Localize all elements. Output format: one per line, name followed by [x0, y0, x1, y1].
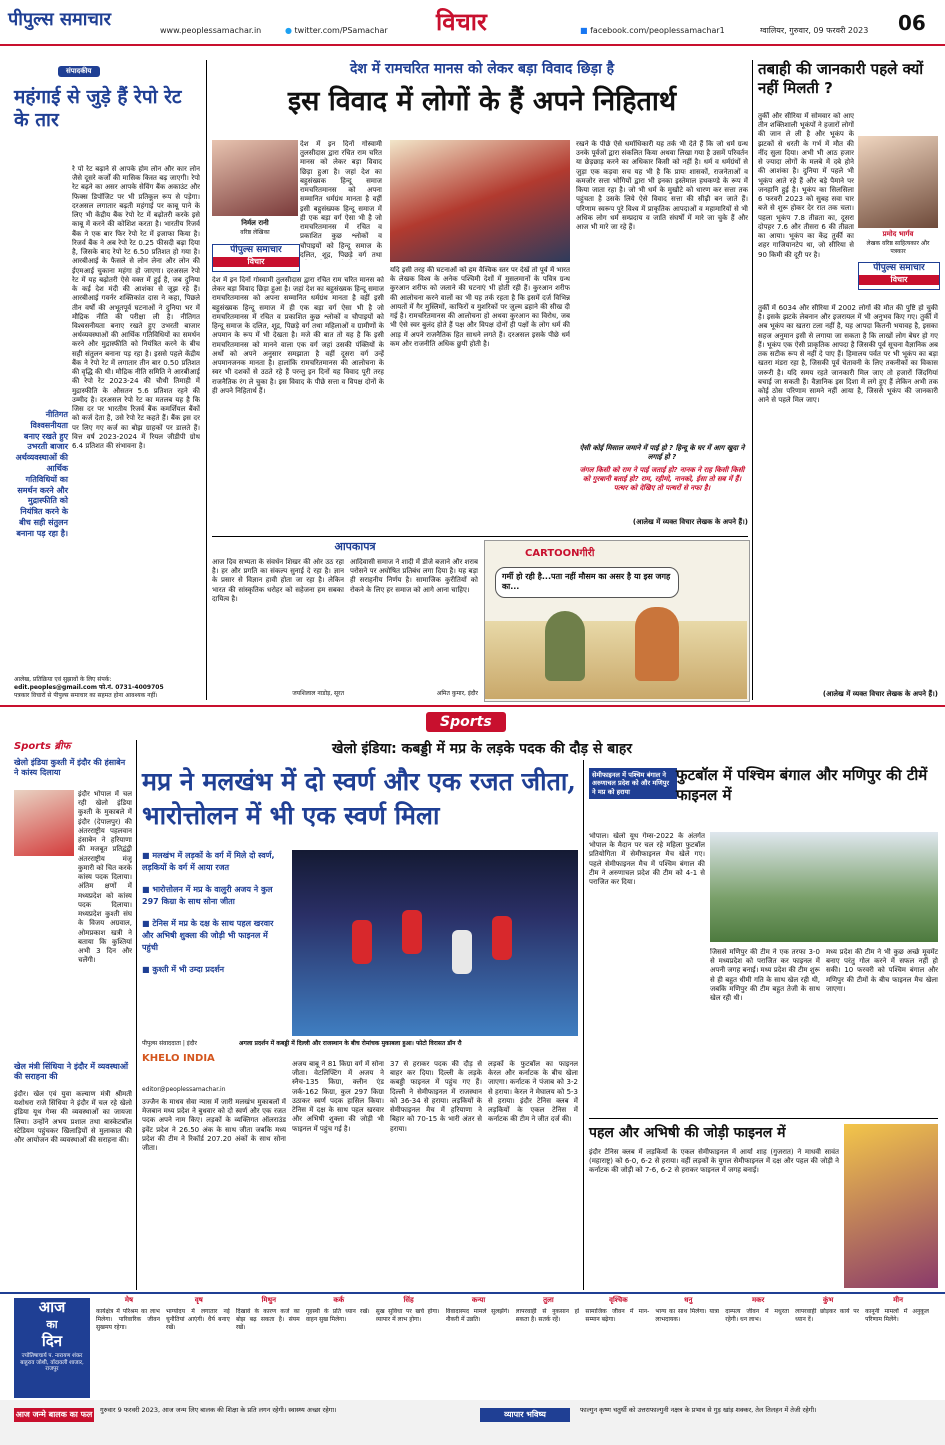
zodiac-sign-name: कर्क	[333, 1296, 345, 1304]
player-figure	[492, 916, 512, 960]
protest-photo	[390, 140, 570, 262]
tennis-body: इंदौर टेनिस क्लब में लड़कियों के एकल सेमीफाइनल में आर्या शाह (गुजरात) ने माधवी सावंत (महाराष्ट्र) को 6-0, 6-2 से हराया। वहीं लड़कों के युगल सेमीफाइनल में दक्ष और पहल की जोड़ी ने कर्नाटक की जोड़ी को 7-6, 6-2 से हराकर फाइनल में जगह बनाई।	[589, 1148, 839, 1175]
cartoon-figure-right	[635, 607, 679, 681]
sports-brief-tag: Sports ब्रीफ	[14, 741, 71, 752]
facebook-link[interactable]	[580, 26, 725, 36]
sports-bullet: ■ मलखंभ में लड़कों के वर्ग में मिले दो स्वर्ण, लड़कियों के वर्ग में आया रजत	[142, 851, 275, 872]
editorial-footer	[14, 676, 204, 699]
sports-headline: मप्र ने मलखंभ में दो स्वर्ण और एक रजत जीता, भारोत्तोलन में भी एक स्वर्ण मिला	[142, 767, 577, 830]
section-title: विचार	[436, 7, 487, 36]
editorial-headline: महंगाई से जुड़े हैं रेपो रेट के तार	[14, 86, 182, 131]
sports-bullet: ■ टेनिस में मप्र के दक्ष के साथ पहल खरवार और अभिषी शुक्ला की जोड़ी भी फाइनल में पहुंची	[142, 919, 274, 952]
section-divider	[212, 536, 748, 537]
zodiac-sign-name: मकर	[751, 1296, 765, 1304]
zodiac-sign-name: वृष	[194, 1296, 203, 1304]
lead-column-1-top: देश में इन दिनों गोस्वामी तुलसीदास द्वारा रचित राम चरित मानस को लेकर बड़ा विवाद छिड़ा हुआ है। जहां देश का बहुसंख्यक हिन्दू समाज रामचरितमानस को अपना सम्मानित धर्मग्रंथ मानता है वहीं इसी बहुसंख्यक हिन्दू समाज में ही एक बड़ा वर्ग ऐसा भी है जो रामचरितमानस में रचित व प्रकाशित कुछ श्लोकों व चौपाइयों को हिन्दू समाज के दलित, शूद्र, पिछड़े वर्ग तथा	[300, 140, 382, 259]
photo-caption: अगला प्रदर्शन में कबड्डी में दिल्ली और राजस्थान के बीच रोमांचक मुकाबला हुआ। फोटो विरासत डॉन रौ	[238, 1040, 462, 1047]
right-author-name: प्रमोद भार्गव	[882, 230, 914, 238]
zodiac-sign-name: तुला	[543, 1296, 554, 1304]
zodiac-sign-name: सिंह	[403, 1296, 414, 1304]
tennis-headline: पहल और अभिषी की जोड़ी फाइनल में	[589, 1125, 786, 1141]
zodiac-sign-text: सामाजिक जीवन में मान-सम्मान बढ़ेगा।	[585, 1308, 650, 1323]
brand-stamp: पीपुल्स समाचार विचार	[212, 244, 300, 272]
brand-stamp: पीपुल्स समाचार विचार	[858, 262, 940, 290]
zodiac-sign-name: कुंभ	[822, 1296, 834, 1304]
right-headline: तबाही की जानकारी पहले क्यों नहीं मिलती ?	[758, 60, 924, 97]
zodiac-sign-name: मेष	[124, 1296, 134, 1304]
cartoon-title: CARTOONगीरी	[525, 548, 595, 559]
right-endnote: (आलेख में व्यक्त विचार लेखक के अपने हैं।)	[822, 690, 938, 698]
zodiac-sign-text: लापरवाही छोड़कर कार्य पर ध्यान दें।	[795, 1308, 860, 1323]
brand-logo: पीपुल्स समाचार	[8, 9, 111, 30]
sports-body-3: 37 से हराकर पदक की दौड़ से बाहर कर दिया। दिल्ली के लड़के कबड्डी फाइनल में पहुंच गए हैं। दिल्ली ने सेमीफाइनल में राजस्थान को 36-34 से हराया। लड़कियों के सेमीफाइनल मैच में हरियाणा ने बिहार को 70-15 के भारी अंतर से हराया।	[390, 1060, 482, 1133]
sports-body-4: लड़कों के फुटबॉल का फाइनल केरल और कर्नाटक के बीच खेला जाएगा। कर्नाटक ने पंजाब को 3-2 से हराया। केरल ने मेघालय को 5-3 से हराया। इंदौर टेनिस क्लब में लड़कियों के एकल टेनिस में कर्नाटक की टीम ने जीत दर्ज की।	[488, 1060, 578, 1124]
website-link[interactable]: www.peoplessamachar.in	[160, 26, 262, 35]
sports-brief-body: इंदौर भोपाल में चल रही खेलो इंडिया कुश्ती के मुकाबले में इंदौर (देपालपुर) की अंतरराष्ट्रीय पहलवान हंसाबेन ने हरियाणा की मजबूत प्रतिद्वंद्वी अंतरराष्ट्रीय मंजू कुमारी को चित करके कांस्य पदक दिलाया। अंतिम क्षणों में मध्यप्रदेश को कांस्य पदक दिलाया। मध्यप्रदेश कुश्ती संघ के विजय अग्रवाल, ओमप्रकाश खत्री ने बताया कि कुश्तियां अभी 3 दिन और चलेंगी।	[78, 790, 132, 965]
lead-quote-question: ऐसी कोई मिसाल जमाने में पाई हो ? हिन्दू के घर में आग खुदा ने लगाई हो ?	[579, 444, 745, 462]
zodiac-sign-text: दिखावे के कारण कर्ज का बोझ बढ़ सकता है। संयम रखें।	[235, 1308, 300, 1331]
author-name: निर्मल रानी	[241, 219, 269, 227]
player-figure	[352, 920, 372, 964]
lead-headline: इस विवाद में लोगों के हैं अपने निहितार्थ	[287, 86, 677, 117]
horoscope-footer	[0, 1400, 945, 1445]
zodiac-sign-text: कानूनी मामलों में अनुकूल परिणाम मिलेंगे।	[865, 1308, 929, 1323]
zodiac-sign-name: कन्या	[471, 1296, 486, 1304]
football-body-2: जिससे मणिपुर की टीम ने एक तरफा 3-0 से मध्यप्रदेश को पराजित कर फाइनल में अपनी जगह बनाई। मध्य प्रदेश की टीम शुरू से ही बहुत धीमी गति के साथ खेल रही थी, जबकि मणिपुर की टीम बहुत तेजी के साथ खेल रही थी।	[710, 948, 820, 1003]
column-divider	[752, 60, 753, 700]
letter-1: आज दिव सभ्यता के संवर्धन शिखर की ओर उठ रहा है। हर और प्रगति का संकल्प सुनाई दे रहा है। ज्ञान के प्रसार से विज्ञान हावी होता जा रहा है। लेकिन भारत की सांस्कृतिक धरोहर को सहेजना हम सबका दायित्व है।	[212, 558, 344, 603]
lead-column-1: देश में इन दिनों गोस्वामी तुलसीदास द्वारा रचित राम चरित मानस को लेकर बड़ा विवाद छिड़ा हुआ है। जहां देश का बहुसंख्यक हिन्दू समाज रामचरितमानस को अपना सम्मानित धर्मग्रंथ मानता है वहीं इसी बहुसंख्यक हिन्दू समाज में ही एक बड़ा वर्ग ऐसा भी है जो रामचरितमानस में रचित व प्रकाशित कुछ श्लोकों व चौपाइयों को हिन्दू समाज के दलित, शूद्र, पिछड़े वर्ग तथा महिलाओं व ग्रामीणों के अपमान के रूप में भी देखता है। मजे की बात तो यह है कि इसी रामचरितमानस को मानने वाला एक वर्ग जहां उसकी पंक्तियों के अर्थों को अपने अनुसार समझाता है वहीं दूसरा वर्ग उन्हें अपमानजनक मानता है। हालांकि रामचरितमानस की आलोचना के स्वर भी दशकों से उठते रहे हैं परन्तु इन दिनों यह विवाद पूरी तरह राजनैतिक रंग ले चुका है। इस विवाद के पीछे सत्ता व विपक्ष दोनों के ही अपने निहितार्थ हैं।	[212, 276, 384, 395]
zodiac-sign-text: सुख सुविधा पर खर्च होगा। व्यापार में लाभ होगा।	[375, 1308, 440, 1323]
horoscope-title-box: आज का दिन ज्योतिषाचार्य प. नारायण शंकर बाहुराव जोशी, वॉदावली शाजार, राजपुर	[14, 1298, 90, 1398]
player-figure	[452, 930, 472, 974]
football-body-1: भोपाल। खेलो यूथ गेम्स-2022 के अंतर्गत भोपाल के मैदान पर चल रहे महिला फुटबॉल प्रतियोगिता में सेमीफाइनल मैच खेले गए। पहले सेमीफाइनल मैच में पश्चिम बंगाल की टीम ने अरुणाचल प्रदेश की टीम को 4-1 से पराजित कर दिया।	[589, 832, 705, 887]
letter-2-sign: अमित कुमार, इंदौर	[436, 690, 478, 697]
footer-email[interactable]: edit.peoples@gmail.com फो.नं. 0731-4009705	[14, 683, 164, 691]
sports-byline: पीपुल्स संवाददाता | इंदौर	[142, 1040, 197, 1047]
sports-kicker: खेलो इंडिया: कबड्डी में मप्र के लड़के पदक की दौड़ से बाहर	[332, 741, 632, 757]
zodiac-sign-text: दाम्पत्य जीवन में मधुरता रहेगी। धन लाभ।	[725, 1308, 790, 1323]
editorial-tag: संपादकीय	[58, 66, 100, 77]
letters-title: आपकापत्र	[334, 540, 376, 553]
horoscope-divider	[0, 1292, 945, 1294]
lead-quote-poem: जंगल किसी को राम ने पाई जताई हो? नानक ने राह किसी किसी को गुरबानी बताई हो? राम, रहीमो, नानको, ईसा तो सब में हैं। पत्थर को देखिए तो पत्थरों से नफा है।	[579, 466, 745, 493]
scindia-headline: खेल मंत्री सिंधिया ने इंदौर में व्यवस्थाओं की सराहना की	[14, 1062, 129, 1081]
sports-brief-headline: खेलो इंडिया कुश्ती में इंदौर की हंसाबेन ने कांस्य दिलाया	[14, 758, 126, 777]
dateline: ग्वालियर, गुरुवार, 09 फरवरी 2023	[760, 26, 869, 35]
scindia-body: इंदौर। खेल एवं युवा कल्याण मंत्री श्रीमती यशोधरा राजे सिंधिया ने इंदौर में चल रहे खेलो इंडिया यूथ गेम्स की व्यवस्थाओं का जायजा लिया। उन्होंने अभय प्रशाल तथा बास्केटबॉल स्टेडियम पहुंचकर खिलाड़ियों से मुलाकात की और आयोजन की व्यवस्थाओं की सराहना की।	[14, 1090, 132, 1145]
tennis-photo	[844, 1124, 938, 1288]
born-today-text: गुरुवार 9 फरवरी 2023, आज जन्म लिए बालक की शिक्षा के प्रति लगन रहेगी। स्वास्थ्य अच्छा रहेगा।	[100, 1406, 337, 1414]
player-figure	[402, 910, 422, 954]
editorial-body: रे पो रेट बढ़ाने से आपके होम लोन और कार लोन जैसे दूसरे कर्जों की मासिक किस्त बढ़ जाएगी। रेपो रेट बढ़ने का असर आपके सेविंग बैंक अकाउंट और फिक्स डिपॉजिट पर भी प्रतिकूल रूप से पड़ेगा। दरअसल लगातार बढ़ती महंगाई पर काबू पाने के लिए भी केंद्रीय बैंक रेपो रेट में बढ़ोतरी करके इसे काबू में करने की कोशिश करता है। भारतीय रिजर्व बैंक ने एक बार फिर रेपो रेट में इजाफा किया है। रिजर्व बैंक ने अब रेपो रेट 0.25 फीसदी बढ़ा दिया है, जिसके बाद रेपो रेट 6.50 प्रतिशत हो गया है। आरबीआई के फैसले से लोन लेना और लोन की ईएमआई चुकाना महंगा हो जाएगा। दरअसल रेपो रेट में यह बढ़ोतरी ऐसे वक्त में हुई है, जब दुनिया के कई देश मंदी की आशंका से जूझ रहे हैं। आरबीआई गवर्नर शक्तिकांत दास ने कहा, पिछले तीन वर्षों की अभूतपूर्व घटनाओं ने दुनिया भर में मौद्रिक नीति की परीक्षा ली है। नीतिगत विश्वसनीयता बनाए रखते हुए उभरती बाजार अर्थव्यवस्थाओं की आर्थिक गतिविधियों का समर्थन करने और मुद्रास्फीति को नियंत्रित करने के बीच सही संतुलन बनाना पड़ रहा है। इससे पहले केंद्रीय बैंक ने रेपो रेट में लगातार तीन बार 0.50 प्रतिशत की वृद्धि की थी। मौद्रिक नीति समिति ने आरबीआई की रेपो रेट 2023-24 की चौथी तिमाही में मुद्रास्फीति के औसतन 5.6 प्रतिशत रहने की उम्मीद है। दरअसल रेपो रेट का मतलब यह है कि जिस दर पर भारतीय रिजर्व बैंक कमर्शियल बैंकों को कर्ज देता है, उसे रेपो रेट कहते हैं। बैंक इस दर पर लिए गए कर्ज का बोझ ग्राहकों पर डालते हैं। वित्त वर्ष 2023-2024 में रियल जीडीपी ग्रोथ 6.4 प्रतिशत की संभावना है।	[72, 165, 200, 451]
sports-email[interactable]: editor@peoplessamachar.in	[142, 1086, 226, 1093]
sports-bullet: ■ कुश्ती में भी उम्दा प्रदर्शन	[142, 965, 225, 974]
sports-banner: Sports	[426, 712, 506, 732]
letter-2: आदिवासी समाज ने शादी में डीजे बजाने और शराब परोसने पर अघोषित प्रतिबंध लगा दिया है। यह बड़ा ही सराहनीय निर्णय है। सामाजिक कुरीतियों को रोकने के लिए हर समाज को आगे आना चाहिए।	[350, 558, 478, 594]
twitter-handle: twitter.com/PSamachar	[294, 26, 388, 35]
right-author-role: लेखक वरिष्ठ साहित्यकार और पत्रकार	[866, 240, 930, 255]
lead-endnote: (आलेख में व्यक्त विचार लेखक के अपने हैं।)	[632, 518, 748, 526]
football-team-photo	[710, 832, 938, 942]
sports-bullets	[142, 850, 286, 976]
editorial-pullquote: नीतिगत विश्वसनीयता बनाए रखते हुए उभरती बाजार अर्थव्यवस्थाओं की आर्थिक गतिविधियों का समर्थन करने और मुद्रास्फीति को नियंत्रित करने के बीच सही संतुलन बनाना पड़ रहा है।	[15, 410, 68, 538]
business-forecast-text: फाल्गुन कृष्ण चतुर्थी को उत्तराफाल्गुनी नक्षत्र के प्रभाव से गुड़ खांड़ शक्कर, तेल तिलहन में तेजी रहेगी।	[580, 1406, 817, 1414]
kabaddi-photo-caption	[142, 1040, 578, 1048]
section-divider	[589, 1118, 938, 1119]
cartoon-panel	[484, 540, 750, 702]
right-body-1: तुर्की और सीरिया में सोमवार को आए तीन शक्तिशाली भूकंपों ने हजारों लोगों की जान ले ली है और भूकंप के झटकों से धरती के गर्भ में मौत की नींद सुला दिया। अभी भी आठ हजार से ज्यादा लोगों के मलबे में दबे होने की आशंका है। दुनिया में पहले भी भूकंप आते रहे हैं और बड़े पैमाने पर जनहानि हुई है। भूकंप का सिलसिला 6 फरवरी 2023 को सुबह सवा चार बजे से शुरू होकर देर रात तक चला। पहला भूकंप 7.8 तीव्रता का, दूसरा दोपहर 7.6 और तीसरा 6 की तीव्रता का आया। भूकंप का केंद्र तुर्की का शहर गाजियानटेप था, जो सीरिया से 90 किमी की दूरी पर है।	[758, 112, 854, 259]
footer-address: आलेख, प्रतिक्रिया एवं सुझावों के लिए संपर्क:	[14, 676, 112, 683]
zodiac-sign-name: धनु	[684, 1296, 693, 1304]
facebook-icon: ■	[580, 26, 588, 35]
author-photo	[212, 140, 298, 216]
page-number: 06	[898, 11, 926, 35]
zodiac-sign-text: विवादास्पद मामले सुलझेंगे। नौकरी में उन्नति।	[445, 1308, 510, 1323]
twitter-link[interactable]	[285, 26, 388, 36]
twitter-icon: ●	[285, 26, 292, 35]
sports-body-1: उज्जैन के माधव सेवा न्यास में जारी मलखंभ मुकाबलों में मेजबान मध्य प्रदेश ने बुधवार को दो स्वर्ण और एक रजत पदक अपने नाम किए। लड़कों के व्यक्तिगत ऑलराउंड इवेंट प्रदेश ने 26.50 अंक के साथ जीता जबकि मध्य प्रदेश की टीम ने रिकॉर्ड 207.20 अंकों के साथ सोना जीता।	[142, 1098, 286, 1153]
born-today-label: आज जन्मे बालक का फल	[14, 1408, 94, 1422]
zodiac-sign-text: लापरवाही से नुकसान हो सकता है। सतर्क रहें।	[515, 1308, 580, 1323]
footer-note: पत्रकार विचारों से पीपुल्स समाचार का सहमत होना आवश्यक नहीं।	[14, 691, 158, 699]
zodiac-sign-name: मीन	[893, 1296, 903, 1304]
zodiac-sign-text: भाग्योदय में लगातार नई चुनौतियां आएंगी। धैर्य बनाए रखें।	[165, 1308, 230, 1331]
football-body-3: मध्य प्रदेश की टीम ने भी कुछ अच्छे मूवमेंट बनाए परंतु गोल करने में सफल नहीं हो सकी। 10 फरवरी को पश्चिम बंगाल और मणिपुर की टीमों के बीच फाइनल मैच खेला जाएगा।	[826, 948, 938, 993]
facebook-handle: facebook.com/peoplessamachar1	[590, 26, 725, 35]
cartoon-scene	[485, 621, 747, 699]
zodiac-sign-name: मिथुन	[261, 1296, 276, 1304]
zodiac-sign-text: कार्यक्षेत्र में परिश्रम का लाभ मिलेगा। पारिवारिक जीवन सुखमय रहेगा।	[96, 1308, 160, 1331]
astrologer-credit: ज्योतिषाचार्य प. नारायण शंकर बाहुराव जोशी, वॉदावली शाजार, राजपुर	[20, 1353, 84, 1373]
football-headline: फुटबॉल में पश्चिम बंगाल और मणिपुर की टीमें फाइनल में	[676, 766, 928, 804]
business-forecast-label: व्यापार भविष्य	[480, 1408, 570, 1422]
masthead	[0, 0, 945, 46]
letter-1-sign: जयशिलाल नाडोड़, सूरत	[292, 690, 344, 697]
sports-body-2: अजय बाबू ने 81 किग्रा वर्ग में सोना जीता। वेटलिफ्टिंग में अजय ने स्नैच-135 किग्रा, क्लीन एंड जर्क-162 किग्रा, कुल 297 किग्रा उठाकर स्वर्ण पदक हासिल किया। टेनिस में दक्ष के साथ पहल खरवार और अभिषी शुक्ला की जोड़ी भी फाइनल में पहुंच गई है।	[292, 1060, 384, 1133]
khelo-india-logo: KHELO INDIA	[142, 1053, 215, 1064]
author-photo	[858, 136, 938, 228]
sports-bullet: ■ भारोत्तोलन में मप्र के वालुरी अजय ने कुल 297 किग्रा के साथ सोना जीता	[142, 885, 273, 906]
kabaddi-photo	[292, 850, 578, 1036]
lead-column-2: यदि इसी तरह की घटनाओं को हम वैश्विक स्तर पर देखें तो पूर्व में भारत के लेखक विश्व के अनेक पश्चिमी देशों में मुसलमानों के पवित्र ग्रन्थ कुरआन शरीफ को जलाने की घटनाएं भी होती रही हैं। कुरआन शरीफ की आलोचना करने वालों का भी यह तर्क रहता है कि इसमें दर्ज विभिन्न आयतों में गैर मुस्लिमों, काफिरों व मुशरिकों पर जुल्म ढहाने की सीख दी गई है। रामचरितमानस की आलोचना हो अथवा कुरआन का विरोध, जब भी ऐसे स्वर बुलंद होते हैं पक्ष और विपक्ष दोनों ही पक्षों के लोग धर्म की आड़ में अपने राजनैतिक हित साधने लगते हैं। दरअसल इसके पीछे धर्म कम और राजनीति अधिक छुपी होती है।	[390, 266, 570, 348]
column-divider	[206, 60, 207, 700]
column-divider	[583, 760, 584, 1290]
zodiac-sign-name: वृश्चिक	[609, 1296, 628, 1304]
cartoon-bubble: गर्मी हो रही है...पता नहीं मौसम का असर है या इस जगह का...	[495, 567, 679, 598]
zodiac-sign-text: गृहस्थी के प्रति ध्यान रखें। वाहन सुख मिलेगा।	[305, 1308, 370, 1323]
lead-column-3: रखने के पीछे ऐसे धर्माधिकारी यह तर्क भी देते हैं कि जो धर्म ग्रन्थ उनके पूर्वजों द्वारा संकलित किया अथवा लिखा गया है उसमें परिवर्तन या छेड़छाड़ करने का अधिकार किसी को नहीं है। धर्म व धर्मग्रंथों से जुड़ा एक कड़वा सच यह भी है कि प्रायः शासकों, राजनेताओं व कमजोर सत्ता भोगियों द्वारा भी इनका इस्तेमाल हथकण्डे के रूप में किया जाता रहा है। जो भी धर्म के मुखौटे को धारण कर सत्ता तक पहुंचता है उसके लिये ऐसे विवाद सत्ता की सीढ़ी बन जाते हैं। परिणाम स्वरूप पूरे विश्व में प्राकृतिक आपदाओं व महामारियों से भी अधिक लोग धर्म सम्प्रदाय व जाति संघर्षों में मारे जा चुके हैं और आज भी मारे जा रहे हैं।	[576, 140, 748, 232]
football-tag: सेमीफाइनल में पश्चिम बंगाल ने अरुणाचल प्रदेश को और मणिपुर ने मप्र को हराया	[589, 768, 677, 799]
zodiac-sign-text: भाग्य का साथ मिलेगा। यात्रा लाभदायक।	[655, 1308, 720, 1323]
author-role: वरिष्ठ लेखिका	[240, 229, 270, 236]
lead-kicker: देश में रामचरित मानस को लेकर बड़ा विवाद छिड़ा है	[349, 61, 615, 77]
column-divider	[136, 740, 137, 1290]
right-body-2: तुर्की में 6034 और सीरिया में 2002 लोगों की मौत की पुष्टि हो चुकी है। इसके झटके लेबनान और इजरायल में भी अनुभव किए गए। तुर्की में अब भूकंप का खतरा टला नहीं है, यह आपदा कितनी भयावह है, इसका सहज अनुमान इसी से लगाया जा सकता है कि लाखों लोग बेघर हो गए हैं। भूकंप एक ऐसी प्राकृतिक आपदा है जिसकी पूर्व सूचना वैज्ञानिक अब तक सटीक रूप से नहीं दे पाए हैं। हिमालय पर्वत पर भी भूकंप का बड़ा खतरा मंडरा रहा है, जिसकी पूर्व चेतावनी के लिए तकनीकों का विकास जरूरी है। यदि समय रहते जानकारी मिल जाए तो हजारों जिंदगियां बचाई जा सकती हैं। वैज्ञानिक इस दिशा में लगे हुए हैं लेकिन अभी तक कोई ठोस परिणाम सामने नहीं आया है, जिससे भूकंप की जानकारी आने से पहले मिल जाए।	[758, 304, 938, 405]
cartoon-figure-left	[545, 611, 585, 681]
sports-divider	[0, 705, 945, 707]
